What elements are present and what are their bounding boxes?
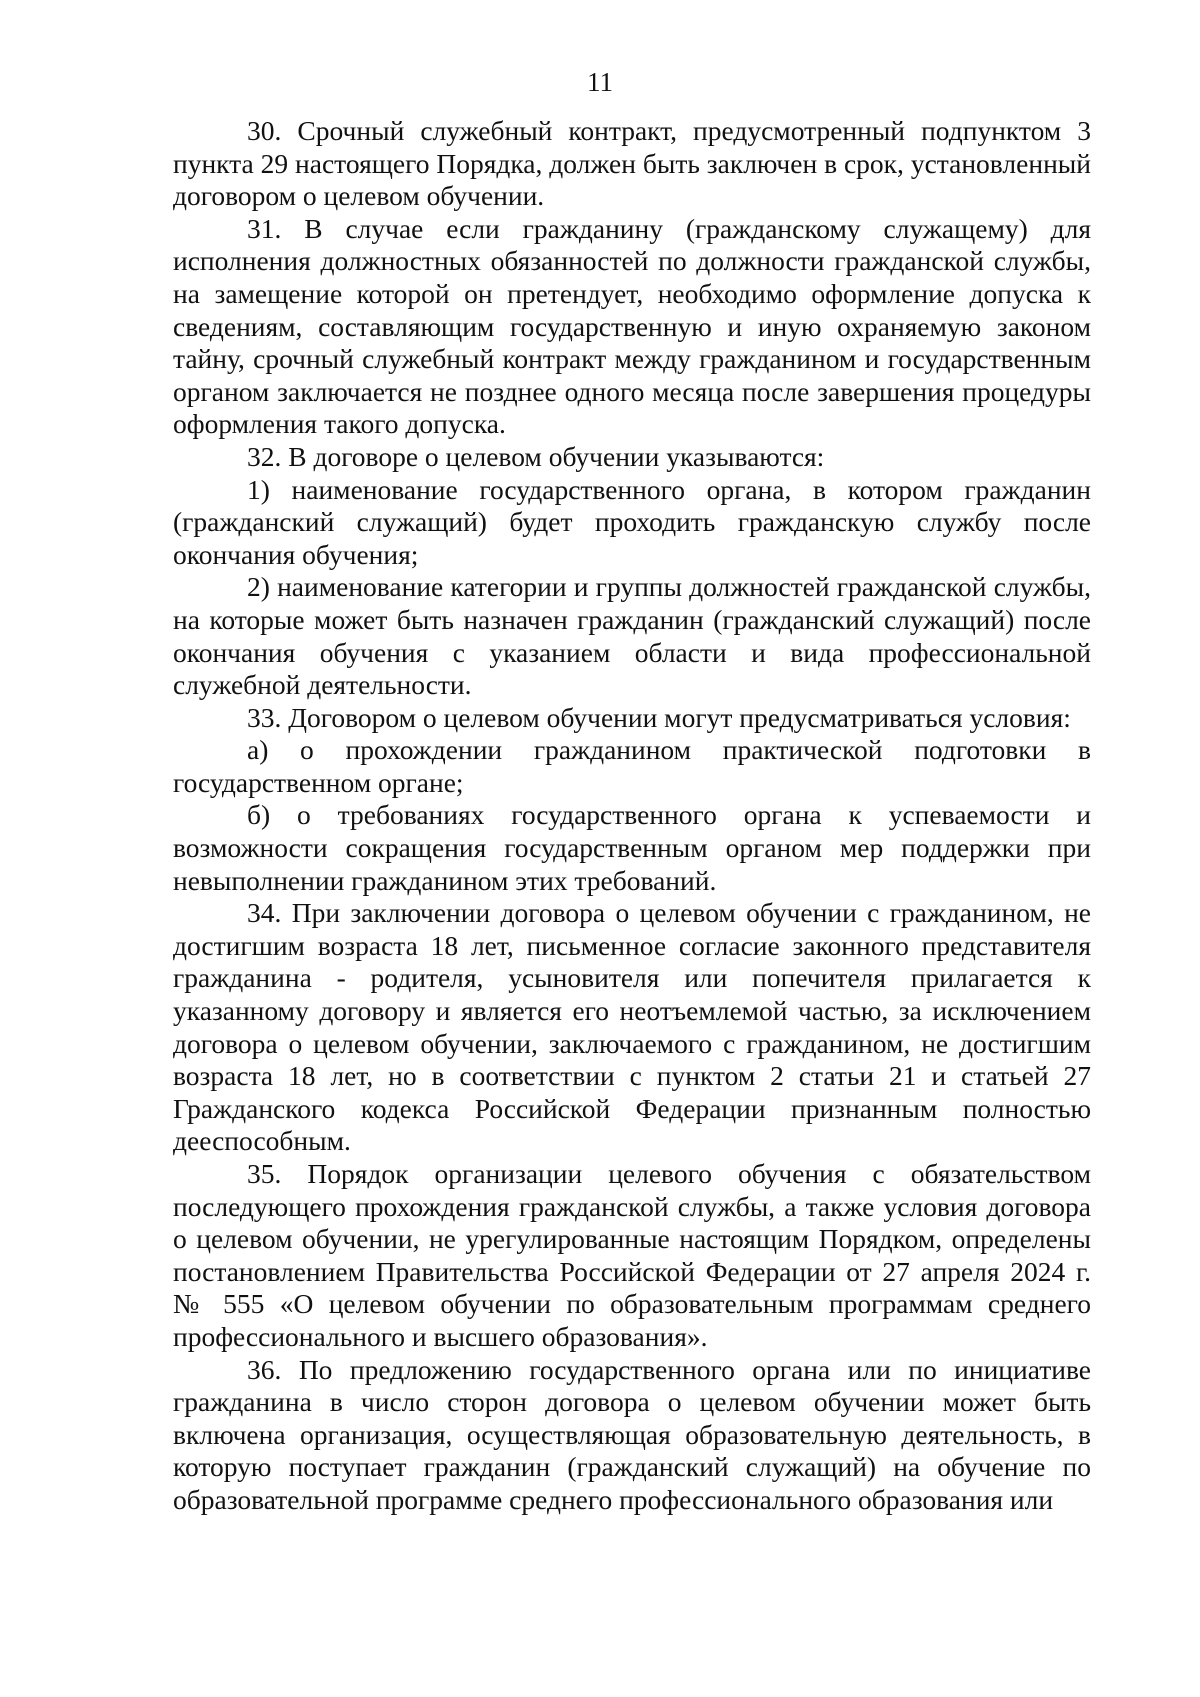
list-item-33-b: б) о требованиях государственного органа к успеваемости и возможности сокращения государственным органом мер поддержки при невыполнении гражданином этих требований. (173, 799, 1091, 896)
paragraph-33: 33. Договором о целевом обучении могут предусматриваться условия: (247, 701, 1071, 733)
document-body (173, 115, 1091, 1517)
page-number: 11 (587, 67, 613, 97)
paragraph-31: 31. В случае если гражданину (гражданскому служащему) для исполнения должностных обязанностей по должности гражданской службы, на замещение которой он претендует, необходимо оформление допуска к сведениям, составляющим государственную и иную охраняемую законом тайну, срочный служебный контракт между гражданином и государственным органом заключается не позднее одного месяца после завершения процедуры оформления такого допуска. (173, 212, 1091, 440)
paragraph-32: 32. В договоре о целевом обучении указываются: (247, 440, 825, 472)
paragraph-35: 35. Порядок организации целевого обучения с обязательством последующего прохождения гражданской службы, а также условия договора о целевом обучении, не урегулированные настоящим Порядком, определены постановлением Правительства Российской Федерации от 27 апреля 2024 г. № 555 «О целевом обучении по образовательным программам среднего профессионального и высшего образования». (173, 1158, 1091, 1352)
list-item-32-1: 1) наименование государственного органа, в котором гражданин (гражданский служащий) будет проходить гражданскую службу после окончания обучения; (173, 473, 1091, 570)
paragraph-36: 36. По предложению государственного органа или по инициативе гражданина в число сторон договора о целевом обучении может быть включена организация, осуществляющая образовательную деятельность, в которую поступает гражданин (гражданский служащий) на обучение по образовательной программе среднего профессионального образования или (173, 1353, 1091, 1515)
list-item-32-2: 2) наименование категории и группы должностей гражданской службы, на которые может быть назначен гражданин (гражданский служащий) после окончания обучения с указанием области и вида профессиональной служебной деятельности. (173, 571, 1091, 701)
paragraph-30: 30. Срочный служебный контракт, предусмотренный подпунктом 3 пункта 29 настоящего Порядка, должен быть заключен в срок, установленный договором о целевом обучении. (173, 115, 1091, 212)
list-item-33-a: а) о прохождении гражданином практической подготовки в государственном органе; (173, 734, 1091, 798)
paragraph-34: 34. При заключении договора о целевом обучении с гражданином, не достигшим возраста 18 лет, письменное согласие законного представителя гражданина - родителя, усыновителя или попечителя прилагается к указанному договору и является его неотъемлемой частью, за исключением договора о целевом обучении, заключаемого с гражданином, не достигшим возраста 18 лет, но в соответствии с пунктом 2 статьи 21 и статьей 27 Гражданского кодекса Российской Федерации признанным полностью дееспособным. (173, 897, 1091, 1157)
